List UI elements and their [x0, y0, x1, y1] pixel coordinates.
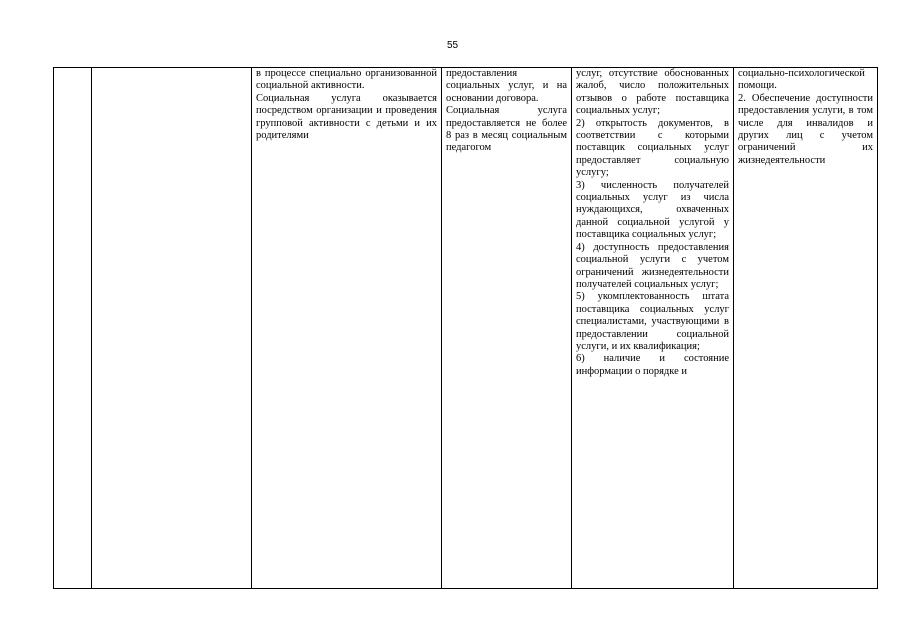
services-table — [53, 67, 878, 589]
conditions-paragraph: социально-психологической помощи. — [738, 68, 865, 92]
indicator-paragraph: 4) доступность предоставления социальной услуги с учетом ограничений жизнедеятельности получателей социальных услуг; — [576, 241, 729, 290]
table-row — [54, 68, 878, 589]
terms-paragraph: предоставления социальных услуг, и на основании договора. — [446, 68, 567, 104]
indicator-paragraph: 5) укомплектованность штата поставщика социальных услуг специалистами, участвующими в предоставлении социальной услуги, и их квалификация; — [576, 291, 729, 352]
page-number: 55 — [446, 40, 459, 51]
cell-service-terms — [442, 68, 572, 589]
indicator-paragraph: 2) открытость документов, в соответствии с которыми поставщик социальных услуг предоставляет социальную услугу; — [576, 117, 729, 179]
terms-paragraph: Социальная услуга предоставляется не более 8 раз в месяц социальным педагогом — [446, 105, 567, 154]
cell-conditions — [734, 68, 878, 589]
indicator-paragraph: услуг, отсутствие обоснованных жалоб, число положительных отзывов о работе поставщика социальных услуг; — [576, 68, 729, 117]
cell-service-description — [252, 68, 442, 589]
cell-number — [54, 68, 92, 589]
conditions-paragraph: 2. Обеспечение доступности предоставления услуги, в том числе для инвалидов и других лиц с учетом ограничений их жизнедеятельности — [738, 92, 873, 166]
description-paragraph: Социальная услуга оказывается посредством организации и проведения групповой активности с детьми и их родителями — [256, 92, 437, 142]
indicator-paragraph: 6) наличие и состояние информации о порядке и — [576, 353, 729, 377]
cell-quality-indicators — [572, 68, 734, 589]
description-paragraph: в процессе специально организованной социальной активности. — [256, 68, 437, 92]
indicator-paragraph: 3) численность получателей социальных услуг из числа нуждающихся, охваченных данной социальной услугой у поставщика социальных услуг; — [576, 179, 729, 241]
cell-service-name — [92, 68, 252, 589]
